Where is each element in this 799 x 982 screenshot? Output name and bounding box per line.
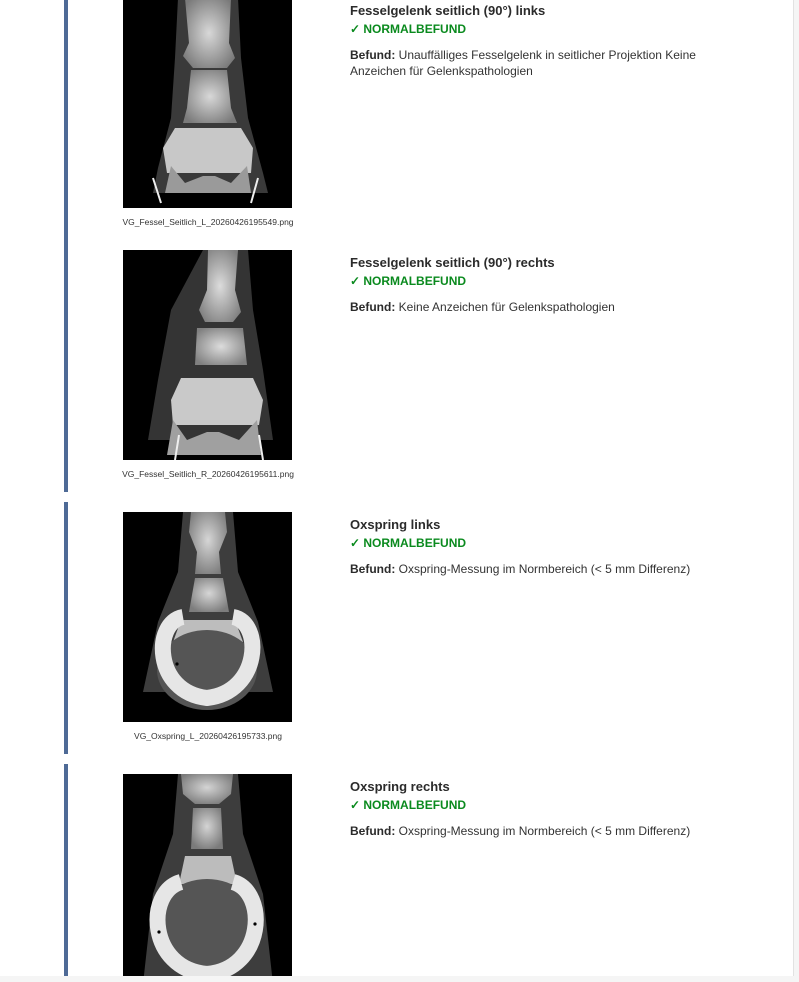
image-filename: VG_Oxspring_L_20260426195733.png (134, 731, 282, 741)
status-badge: ✓ NORMALBEFUND (350, 798, 467, 812)
xray-image-fetlock-lateral-right[interactable] (123, 250, 292, 460)
befund-text: Keine Anzeichen für Gelenkspathologien (398, 300, 615, 314)
image-filename: VG_Fessel_Seitlich_L_20260426195549.png (122, 217, 294, 227)
status-badge: ✓ NORMALBEFUND (350, 536, 467, 550)
finding-text (350, 3, 730, 79)
finding-title: Fesselgelenk seitlich (90°) links (350, 3, 546, 18)
finding-text (350, 779, 730, 840)
finding-title: Oxspring links (350, 517, 441, 532)
befund-text: Oxspring-Messung im Normbereich (< 5 mm Differenz) (398, 824, 691, 838)
finding-text (350, 517, 730, 578)
befund-paragraph (350, 824, 730, 840)
xray-image-block (100, 250, 322, 479)
befund-label: Befund: (350, 562, 396, 576)
status-badge: ✓ NORMALBEFUND (350, 274, 467, 288)
finding-record (64, 240, 788, 492)
finding-title: Fesselgelenk seitlich (90°) rechts (350, 255, 555, 270)
befund-paragraph (350, 300, 730, 316)
xray-image-block (100, 512, 322, 741)
finding-text (350, 255, 730, 316)
status-badge: ✓ NORMALBEFUND (350, 22, 467, 36)
xray-image-fetlock-lateral-left[interactable] (123, 0, 292, 208)
befund-label: Befund: (350, 824, 396, 838)
image-filename: VG_Fessel_Seitlich_R_20260426195611.png (122, 469, 294, 479)
befund-text: Unauffälliges Fesselgelenk in seitlicher Projektion Keine Anzeichen für Gelenkspathologien (350, 48, 696, 78)
xray-image-oxspring-right[interactable] (123, 774, 292, 976)
xray-image-oxspring-left[interactable] (123, 512, 292, 722)
befund-paragraph (350, 48, 730, 79)
xray-image-block (100, 0, 322, 227)
befund-label: Befund: (350, 300, 396, 314)
finding-record (64, 764, 788, 976)
xray-image-block (100, 774, 322, 976)
befund-text: Oxspring-Messung im Normbereich (< 5 mm Differenz) (398, 562, 691, 576)
befund-label: Befund: (350, 48, 396, 62)
finding-title: Oxspring rechts (350, 779, 450, 794)
finding-record (64, 502, 788, 754)
befund-paragraph (350, 562, 730, 578)
finding-record (64, 0, 788, 240)
